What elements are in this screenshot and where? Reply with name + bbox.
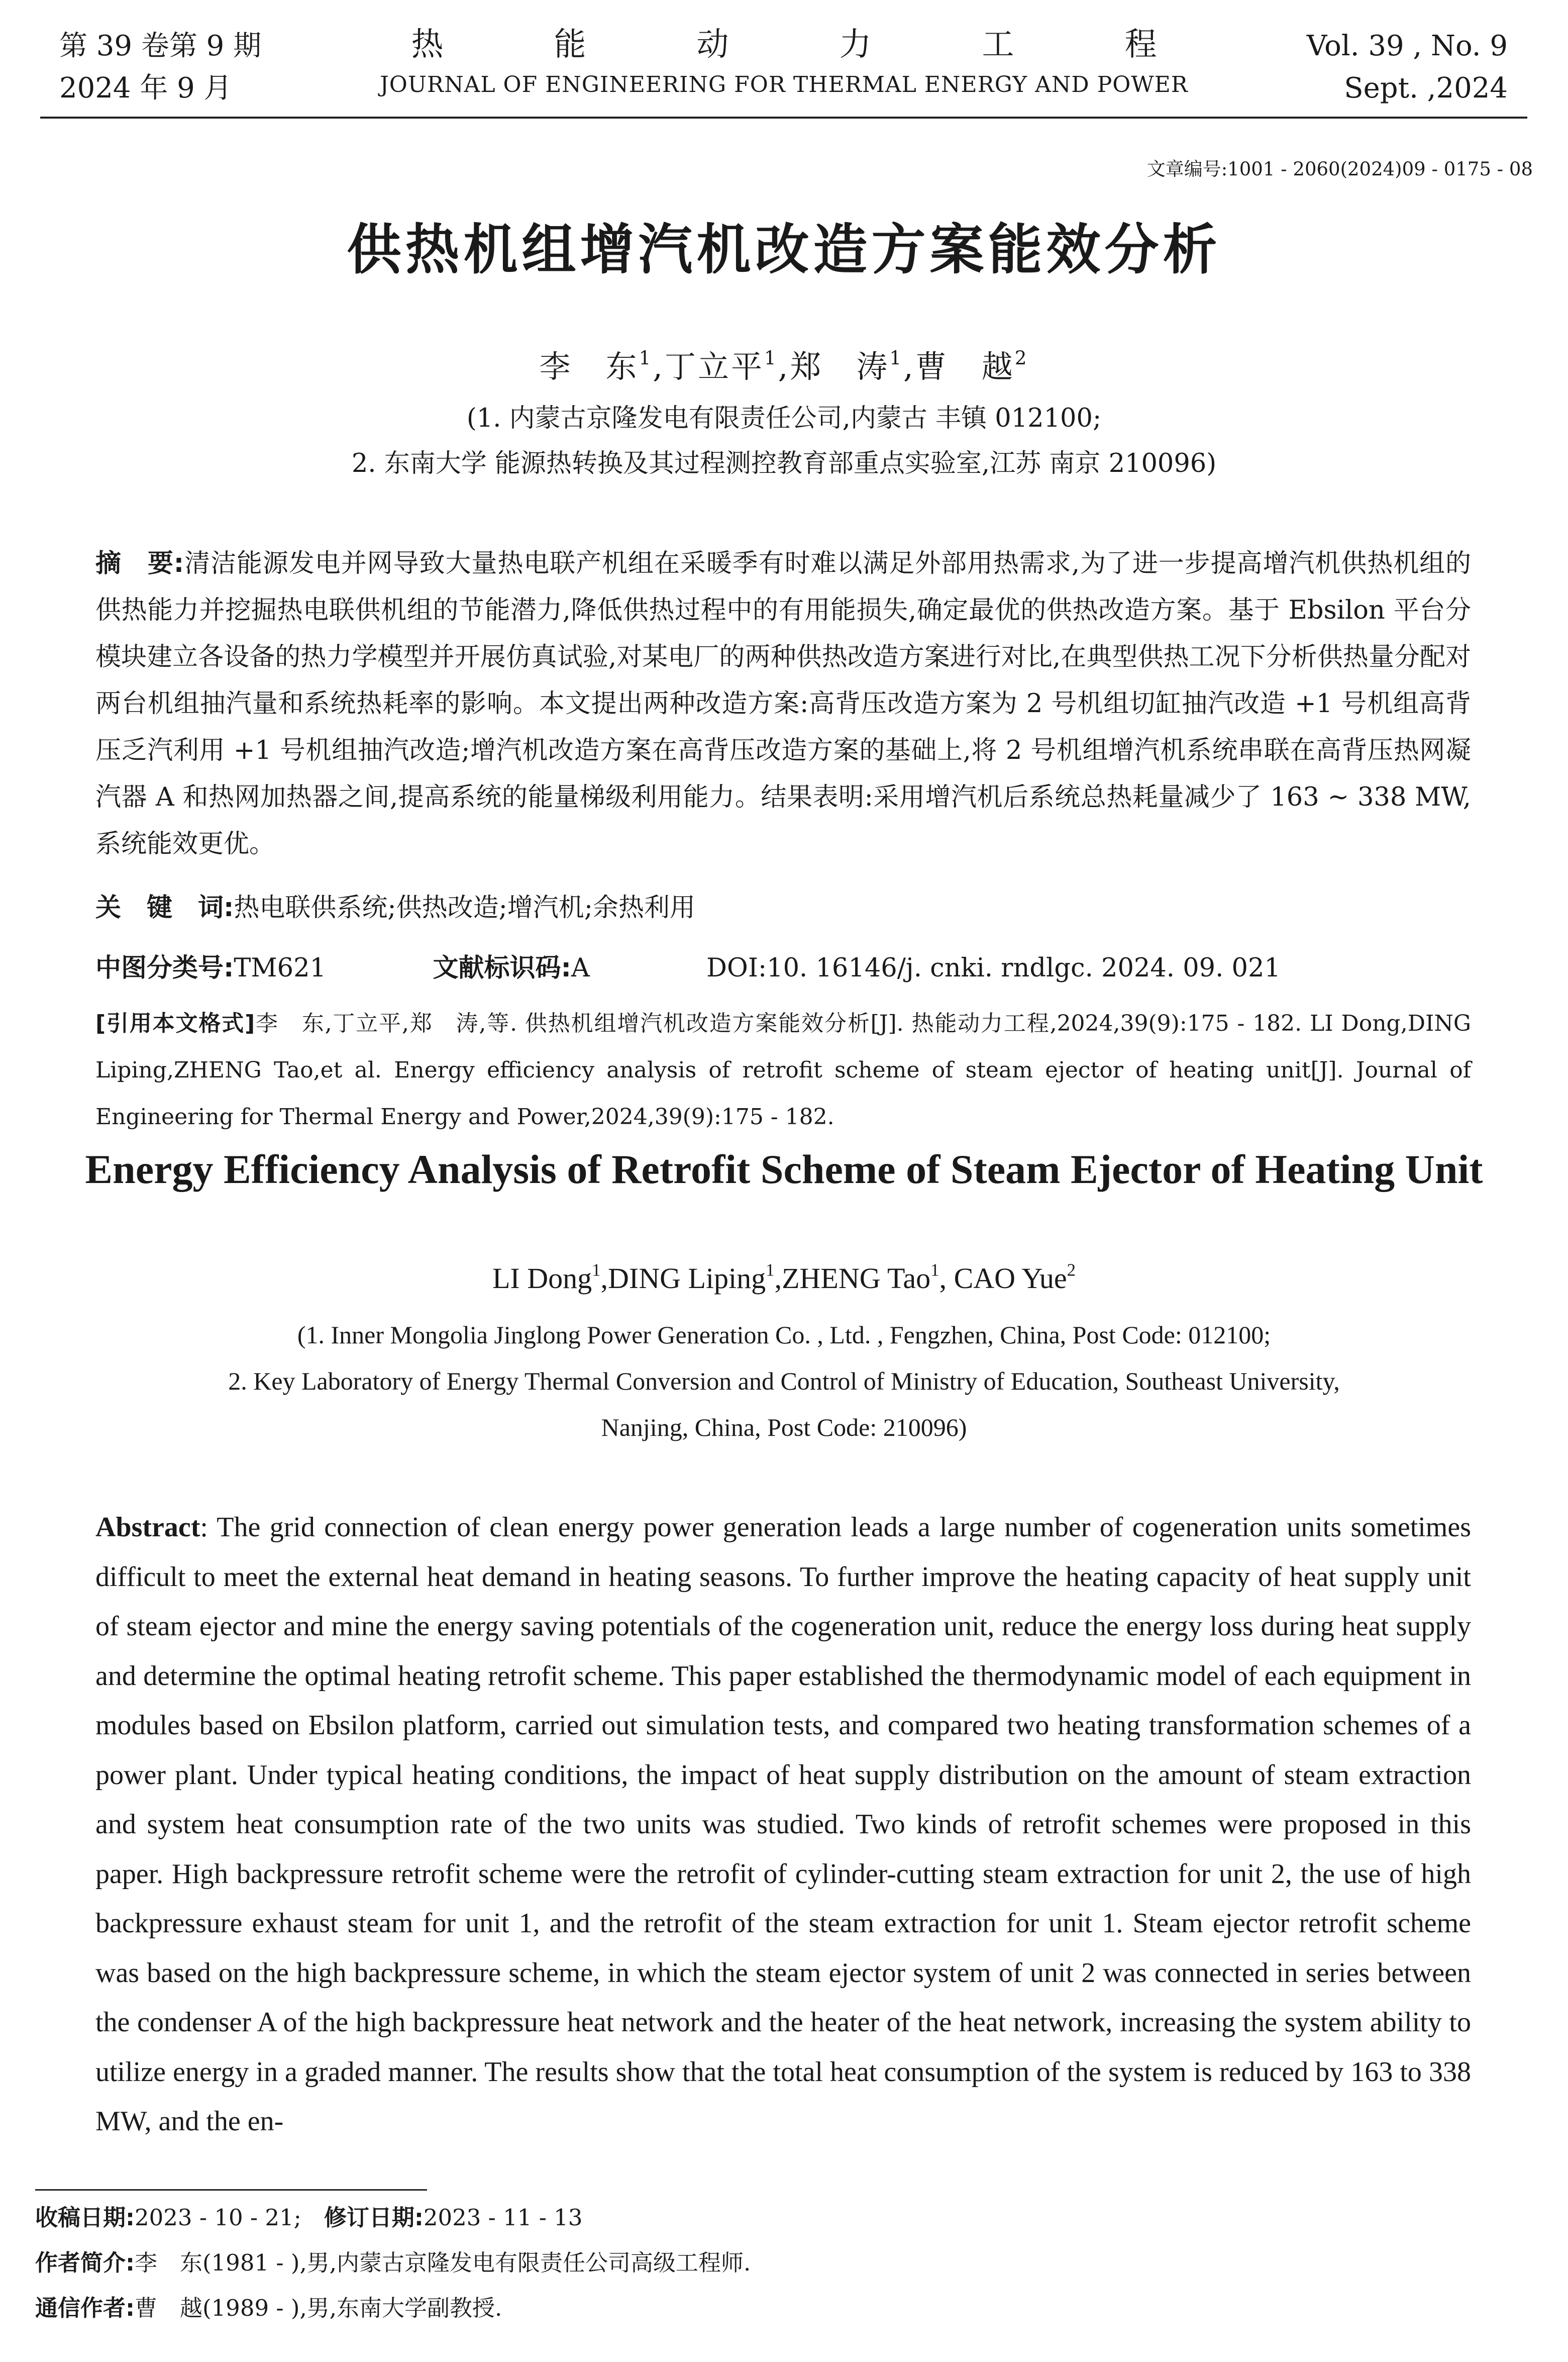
abstract-cn-label: 摘 要: — [95, 549, 184, 578]
citation-text: 李 东,丁立平,郑 涛,等. 供热机组增汽机改造方案能效分析[J]. 热能动力工程,2024,39(9):175 - 182. LI Dong,DING Liping,ZHENG Tao,et al. Energy efficiency analysis of retrofit scheme of steam ejector of heating unit[J]. Journal of Engineering for Thermal Energy and Power,2024,39(9):175 - 182. — [95, 1011, 1472, 1130]
abstract-en — [95, 1503, 1471, 2146]
clc-value: TM621 — [234, 953, 326, 983]
volume-issue-cn: 第 39 卷第 9 期 — [59, 30, 262, 62]
author-cn: 李 东$^1$ — [539, 346, 653, 385]
article-number: 文章编号:1001 - 2060(2024)09 - 0175 - 08 — [1146, 158, 1533, 180]
author-bio-label: 作者简介: — [35, 2249, 135, 2276]
abstract-en-colon: : — [200, 1512, 217, 1543]
affiliation-en-2: 2. Key Laboratory of Energy Thermal Conversion and Control of Ministry of Education, Southeast University, — [228, 1367, 1340, 1395]
footnote-rule — [35, 2189, 427, 2191]
corresponding-author: 曹 越(1989 - ),男,东南大学副教授. — [135, 2295, 502, 2321]
author-cn: 郑 涛$^1$ — [790, 346, 904, 385]
received-date: 2023 - 10 - 21; — [135, 2204, 324, 2231]
journal-name-en: JOURNAL OF ENGINEERING FOR THERMAL ENERGY AND POWER — [380, 72, 1188, 97]
header-rule — [40, 117, 1527, 119]
clc-label: 中图分类号: — [95, 953, 234, 983]
author-en: DING Liping$^1$ — [608, 1260, 775, 1295]
issue-info-en — [1307, 25, 1508, 110]
corresponding-author-label: 通信作者: — [35, 2295, 135, 2321]
author-en: LI Dong$^1$ — [492, 1260, 601, 1295]
author-cn: 丁立平$^1$ — [664, 346, 778, 385]
footnote-corresponding-author — [35, 2291, 502, 2326]
received-date-label: 收稿日期: — [35, 2204, 135, 2231]
doi: DOI:10. 16146/j. cnki. rndlgc. 2024. 09. 021 — [706, 953, 1281, 983]
abstract-cn — [95, 540, 1471, 867]
keywords-cn — [95, 884, 1471, 931]
revised-date-label: 修订日期: — [324, 2204, 424, 2231]
author-cn: 曹 越$^2$ — [915, 346, 1029, 385]
citation-format — [95, 1000, 1471, 1140]
footnote-dates — [35, 2200, 583, 2235]
author-list-cn: 李 东$^1$,丁立平$^1$,郑 涛$^1$,曹 越$^2$ — [539, 346, 1029, 385]
title-en: Energy Efficiency Analysis of Retrofit Scheme of Steam Ejector of Heating Unit — [85, 1146, 1483, 1192]
abstract-en-label: Abstract — [95, 1512, 200, 1543]
date-en: Sept. ,2024 — [1344, 72, 1508, 105]
citation-label: [引用本文格式] — [95, 1011, 255, 1036]
date-cn: 2024 年 9 月 — [59, 72, 232, 105]
author-en: CAO Yue$^2$ — [954, 1260, 1076, 1295]
keywords-cn-text: 热电联供系统;供热改造;增汽机;余热利用 — [234, 893, 695, 923]
author-list-en: LI Dong$^1$,DING Liping$^1$,ZHENG Tao$^1$, CAO Yue$^2$ — [492, 1260, 1076, 1295]
doc-code-label: 文献标识码: — [433, 953, 571, 983]
abstract-en-text: The grid connection of clean energy power generation leads a large number of cogeneration units sometimes difficult to meet the external heat demand in heating seasons. To further improve the heating capacity of heat supply unit of steam ejector and mine the energy saving potentials of the cogeneration unit, reduce the energy loss during heat supply and determine the optimal heating retrofit scheme. This paper established the thermodynamic model of each equipment in modules based on Ebsilon platform, carried out simulation tests, and compared two heating transformation schemes of a power plant. Under typical heating conditions, the impact of heat supply distribution on the amount of steam extraction and system heat consumption rate of the two units was studied. Two kinds of retrofit schemes were proposed in this paper. High backpressure retrofit scheme were the retrofit of cylinder-cutting steam extraction for unit 2, the use of high backpressure exhaust steam for unit 1, and the retrofit of the steam extraction for unit 1. Steam ejector retrofit scheme was based on the high backpressure scheme, in which the steam ejector system of unit 2 was connected in series between the condenser A of the high backpressure heat network and the heater of the heat network, increasing the system ability to utilize energy in a graded manner. The results show that the total heat consumption of the system is reduced by 163 to 338 MW, and the en- — [95, 1512, 1472, 2137]
affiliation-cn-1: (1. 内蒙古京隆发电有限责任公司,内蒙古 丰镇 012100; — [466, 404, 1102, 433]
footnote-author-bio — [35, 2245, 751, 2281]
affiliation-en-3: Nanjing, China, Post Code: 210096) — [601, 1413, 967, 1441]
abstract-cn-text: 清洁能源发电并网导致大量热电联产机组在采暖季有时难以满足外部用热需求,为了进一步提高增汽机供热机组的供热能力并挖掘热电联供机组的节能潜力,降低供热过程中的有用能损失,确定最优的供热改造方案。基于 Ebsilon 平台分模块建立各设备的热力学模型并开展仿真试验,对某电厂的两种供热改造方案进行对比,在典型供热工况下分析供热量分配对两台机组抽汽量和系统热耗率的影响。本文提出两种改造方案:高背压改造方案为 2 号机组切缸抽汽改造 +1 号机组高背压乏汽利用 +1 号机组抽汽改造;增汽机改造方案在高背压改造方案的基础上,将 2 号机组增汽机系统串联在高背压热网凝汽器 A 和热网加热器之间,提高系统的能量梯级利用能力。结果表明:采用增汽机后系统总热耗量减少了 163 ~ 338 MW,系统能效更优。 — [95, 549, 1472, 859]
keywords-cn-label: 关 键 词: — [95, 893, 234, 923]
classification-line — [95, 945, 1471, 992]
author-bio: 李 东(1981 - ),男,内蒙古京隆发电有限责任公司高级工程师. — [135, 2249, 751, 2276]
author-en: ZHENG Tao$^1$ — [782, 1260, 939, 1295]
title-cn: 供热机组增汽机改造方案能效分析 — [347, 219, 1221, 281]
affiliation-cn-2: 2. 东南大学 能源热转换及其过程测控教育部重点实验室,江苏 南京 210096) — [351, 449, 1217, 478]
journal-name-cn: 热能动力工程 — [411, 26, 1268, 63]
revised-date: 2023 - 11 - 13 — [423, 2204, 583, 2231]
doc-code-value: A — [571, 953, 590, 983]
volume-issue-en: Vol. 39 , No. 9 — [1306, 30, 1508, 62]
affiliation-en-1: (1. Inner Mongolia Jinglong Power Generation Co. , Ltd. , Fengzhen, China, Post Code: 012100; — [297, 1321, 1271, 1349]
